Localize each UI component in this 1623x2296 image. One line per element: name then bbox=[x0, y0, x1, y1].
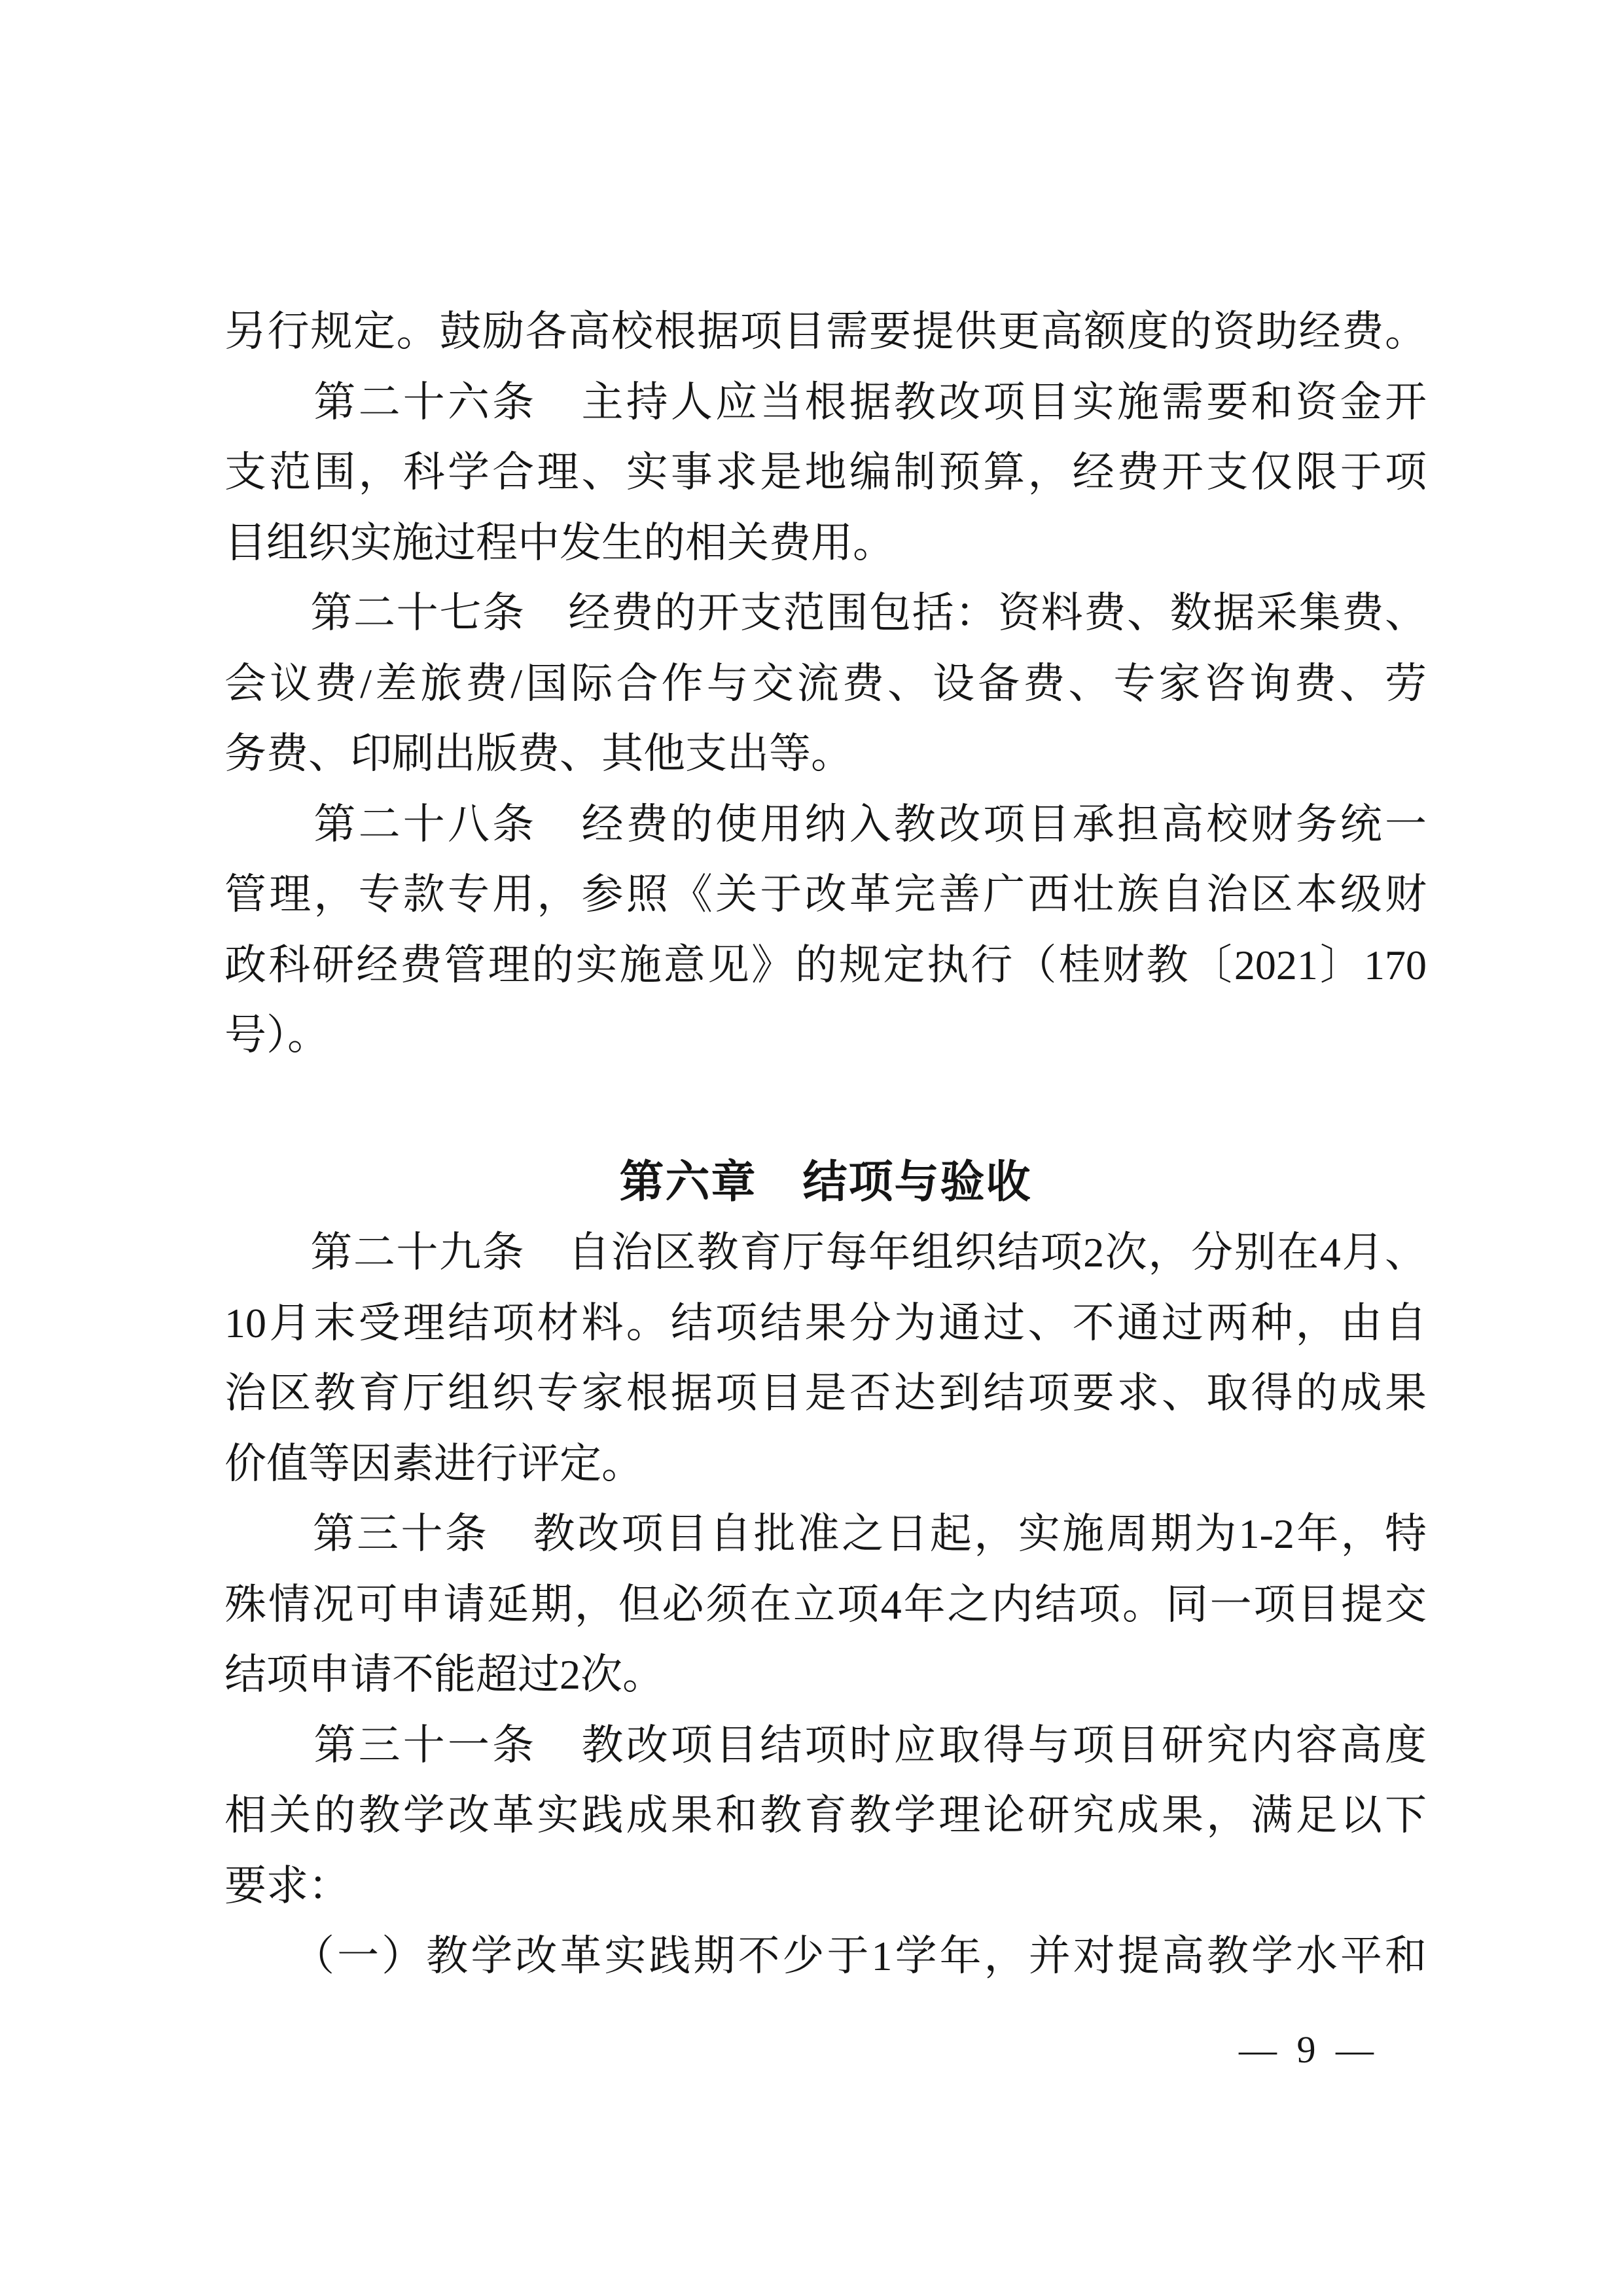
text-line: 管理，专款专用，参照《关于改革完善广西壮族自治区本级财 bbox=[224, 871, 1427, 918]
text-line: 价值等因素进行评定。 bbox=[224, 1440, 643, 1487]
text-line: 第二十六条 主持人应当根据教改项目实施需要和资金开 bbox=[224, 378, 1427, 425]
text-line: 治区教育厅组织专家根据项目是否达到结项要求、取得的成果 bbox=[224, 1370, 1427, 1416]
text-line: 殊情况可申请延期，但必须在立项4年之内结项。同一项目提交 bbox=[224, 1581, 1427, 1628]
text-line: 第三十一条 教改项目结项时应取得与项目研究内容高度 bbox=[224, 1721, 1427, 1768]
document-body bbox=[224, 296, 1427, 1992]
text-line: 第二十八条 经费的使用纳入教改项目承担高校财务统一 bbox=[224, 800, 1427, 848]
text-line: 务费、印刷出版费、其他支出等。 bbox=[224, 730, 853, 777]
text-line: 要求： bbox=[224, 1862, 350, 1909]
text-line: 第三十条 教改项目自批准之日起，实施周期为1-2年，特 bbox=[224, 1511, 1427, 1557]
text-line: 10月末受理结项材料。结项结果分为通过、不通过两种，由自 bbox=[224, 1299, 1427, 1346]
text-line: 号）。 bbox=[224, 1012, 329, 1058]
text-line: 政科研经费管理的实施意见》的规定执行（桂财教〔2021〕170 bbox=[224, 941, 1427, 988]
page-number: — 9 — bbox=[1239, 2028, 1379, 2071]
text-line: 另行规定。鼓励各高校根据项目需要提供更高额度的资助经费。 bbox=[224, 308, 1427, 355]
text-line: （一）教学改革实践期不少于1学年，并对提高教学水平和 bbox=[224, 1933, 1427, 1979]
text-line: 会议费/差旅费/国际合作与交流费、设备费、专家咨询费、劳 bbox=[224, 660, 1427, 707]
text-line: 支范围，科学合理、实事求是地编制预算，经费开支仅限于项 bbox=[224, 449, 1427, 495]
text-line: 相关的教学改革实践成果和教育教学理论研究成果，满足以下 bbox=[224, 1792, 1427, 1839]
text-line: 第二十九条 自治区教育厅每年组织结项2次，分别在4月、 bbox=[224, 1229, 1427, 1276]
text-line: 目组织实施过程中发生的相关费用。 bbox=[224, 519, 895, 566]
text-line: 结项申请不能超过2次。 bbox=[224, 1651, 664, 1698]
chapter-heading: 第六章 结项与验收 bbox=[619, 1157, 1032, 1207]
text-line: 第二十七条 经费的开支范围包括：资料费、数据采集费、 bbox=[224, 590, 1427, 636]
